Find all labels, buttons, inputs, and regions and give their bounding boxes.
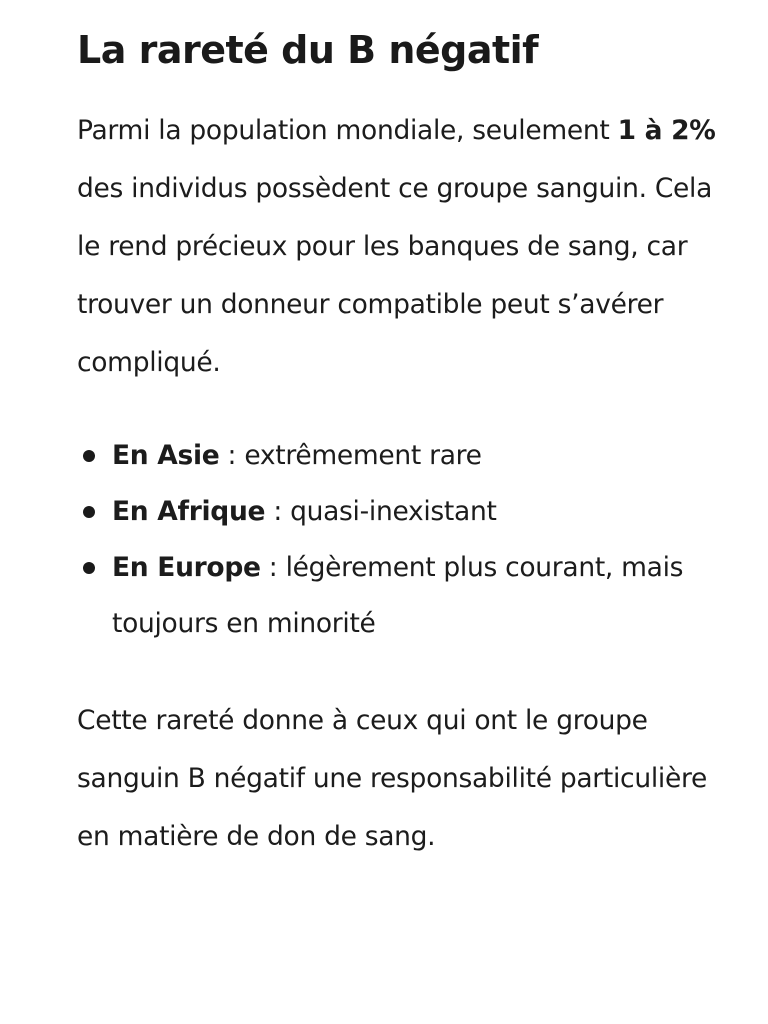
region-name: En Europe bbox=[112, 552, 261, 583]
bullet-icon bbox=[83, 450, 95, 462]
intro-paragraph bbox=[77, 102, 717, 392]
region-item-europe bbox=[77, 540, 717, 652]
regions-list bbox=[77, 428, 717, 652]
region-description: extrêmement rare bbox=[244, 440, 482, 471]
bullet-icon bbox=[83, 562, 95, 574]
intro-text-start: Parmi la population mondiale, seulement bbox=[77, 115, 618, 146]
intro-percentage: 1 à 2% bbox=[617, 115, 716, 146]
region-description: quasi-inexistant bbox=[290, 496, 497, 527]
section-heading: La rareté du B négatif bbox=[77, 28, 539, 72]
region-name: En Afrique bbox=[112, 496, 266, 527]
region-item-africa bbox=[77, 484, 717, 540]
region-separator: : bbox=[265, 496, 291, 527]
region-separator: : bbox=[260, 552, 286, 583]
article bbox=[77, 22, 717, 866]
closing-paragraph: Cette rareté donne à ceux qui ont le groupe sanguin B négatif une responsabilité particulière en matière de don de sang. bbox=[77, 705, 707, 852]
intro-text-end: des individus possèdent ce groupe sanguin. Cela le rend précieux pour les banques de sang, car trouver un donneur compatible peut s’avérer compliqué. bbox=[77, 173, 713, 378]
region-item-asia bbox=[77, 428, 717, 484]
bullet-icon bbox=[83, 506, 95, 518]
region-separator: : bbox=[219, 440, 245, 471]
region-name: En Asie bbox=[112, 440, 220, 471]
region-description: légèrement plus courant, mais toujours en minorité bbox=[112, 552, 684, 639]
